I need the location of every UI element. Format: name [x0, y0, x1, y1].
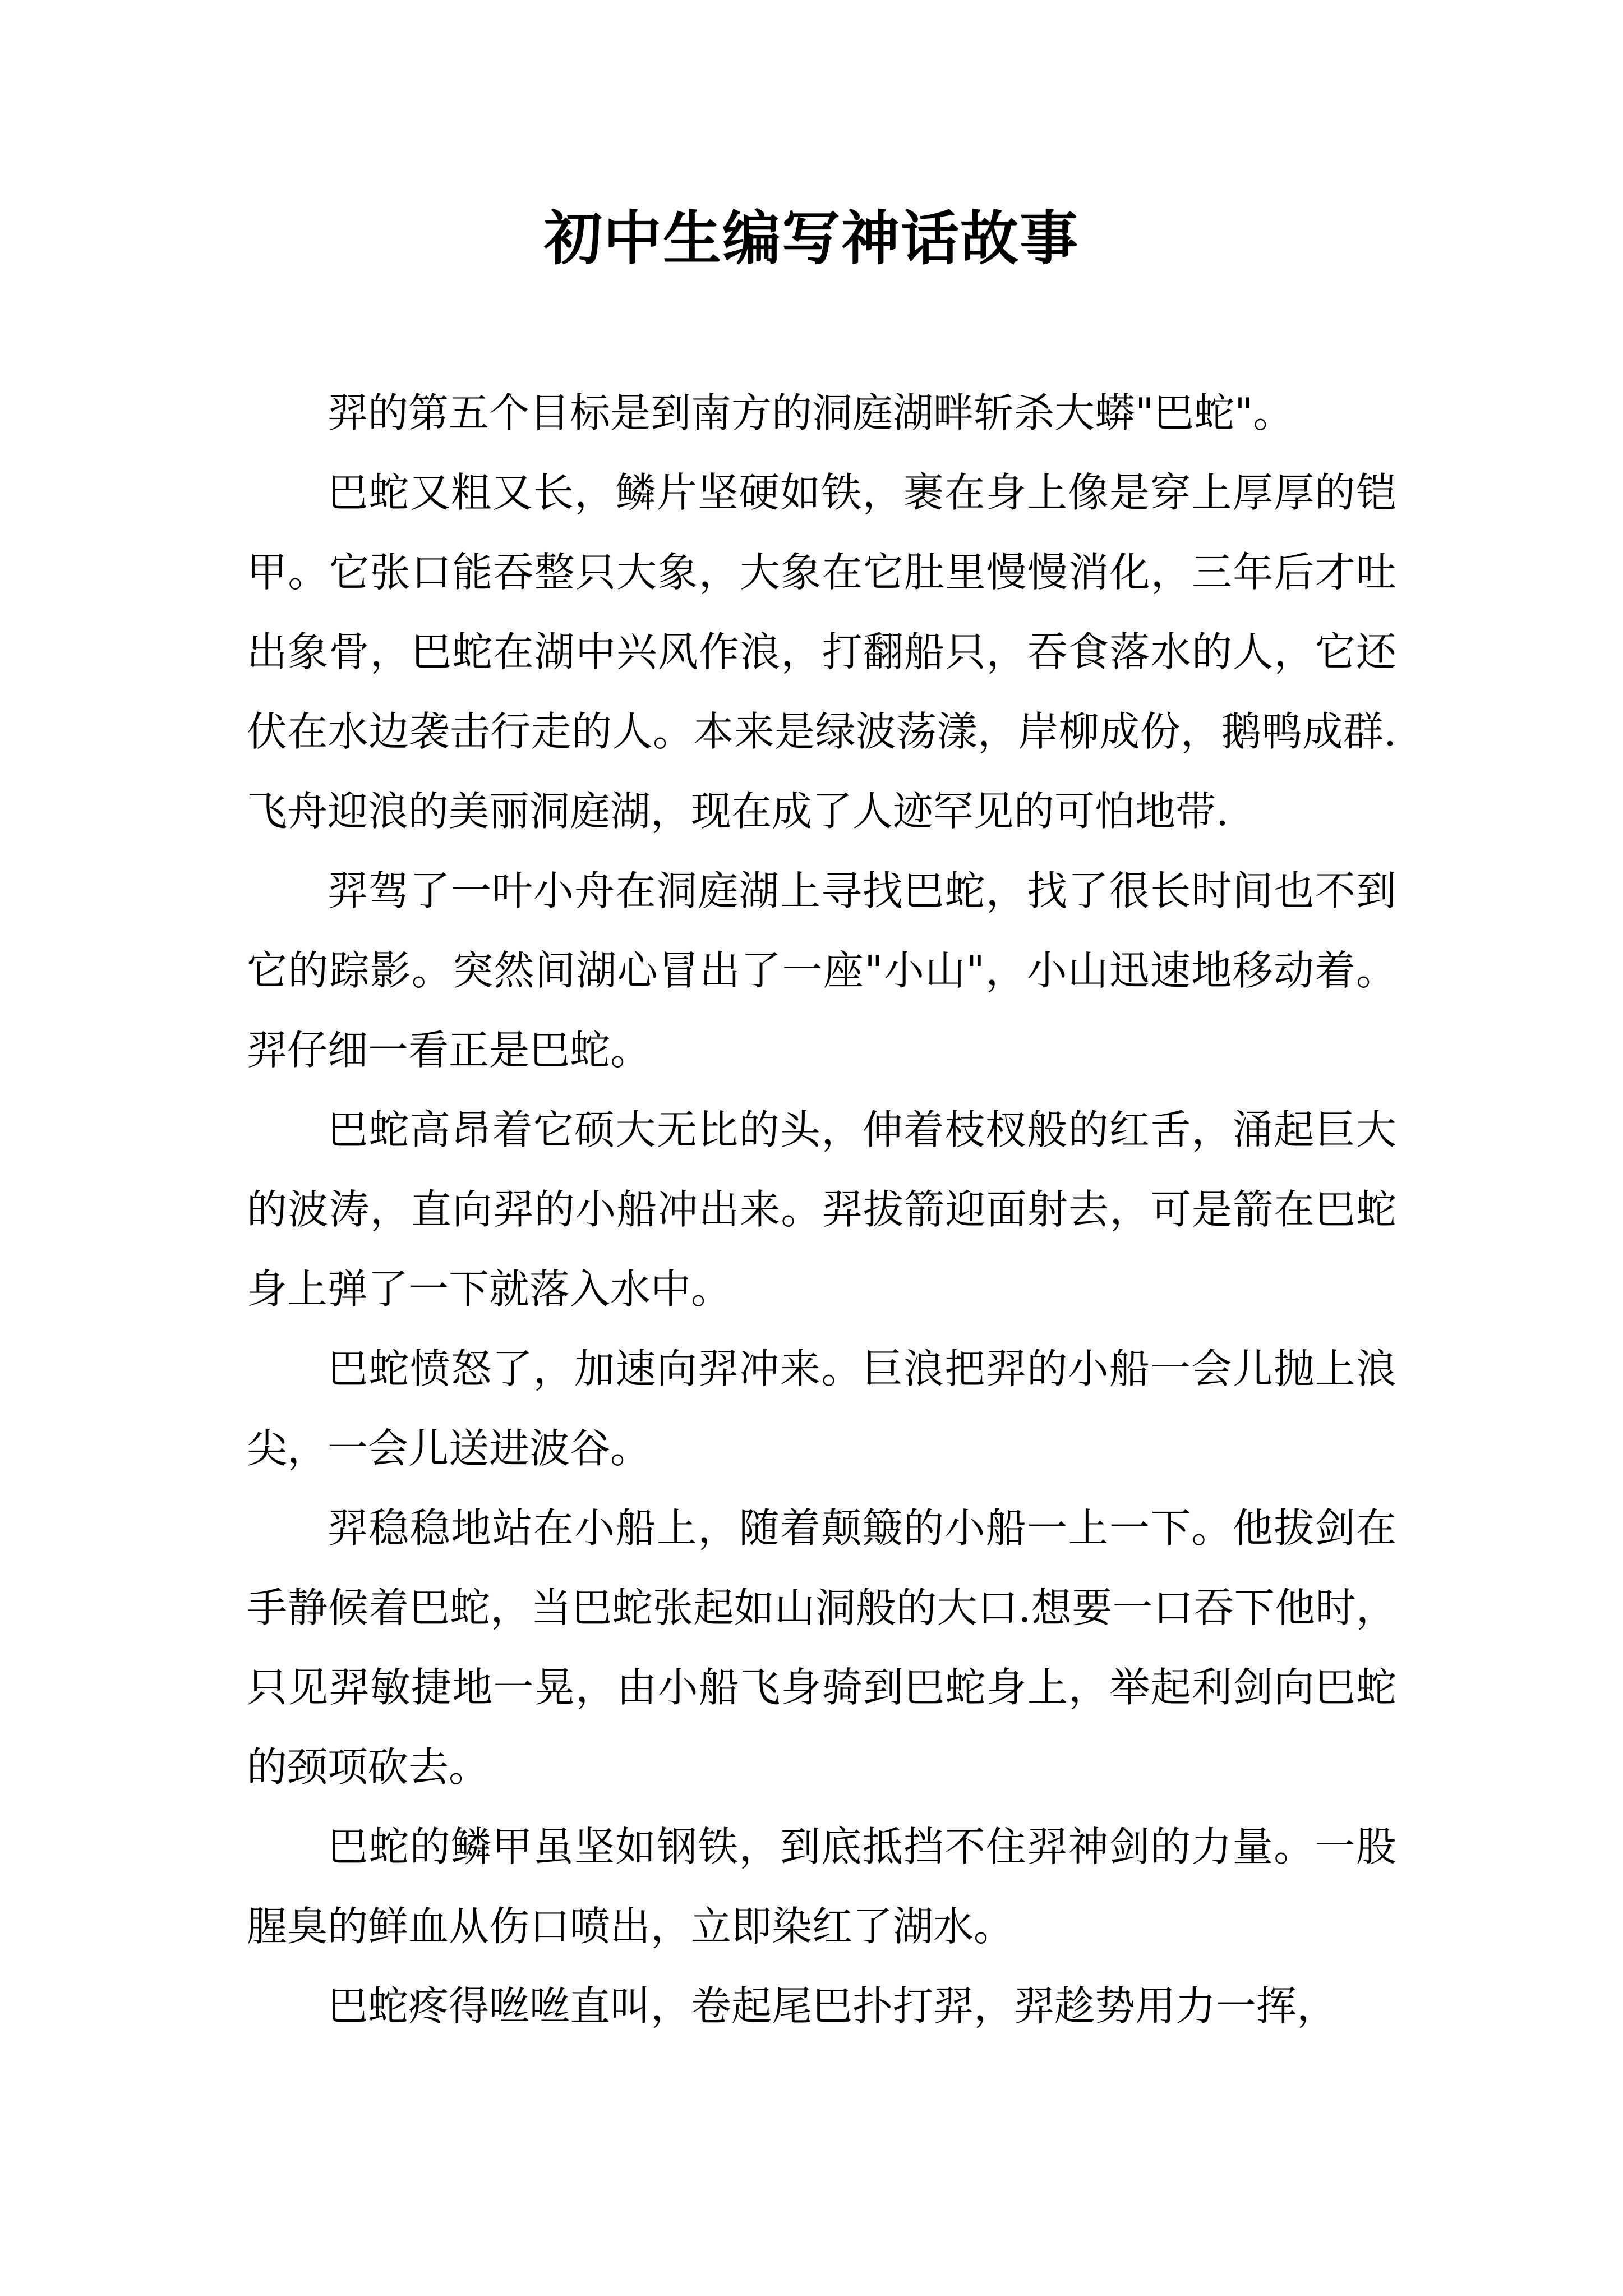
paragraph: 巴蛇的鳞甲虽坚如钢铁，到底抵挡不住羿神剑的力量。一股腥臭的鲜血从伤口喷出，立即染红了湖水。 [247, 1823, 1396, 1950]
paragraph: 巴蛇愤怒了，加速向羿冲来。巨浪把羿的小船一会儿抛上浪尖，一会儿送进波谷。 [247, 1345, 1396, 1472]
document-title: 初中生编写神话故事 [543, 204, 1079, 273]
paragraph: 巴蛇高昂着它硕大无比的头，伸着枝杈般的红舌，涌起巨大的波涛，直向羿的小船冲出来。羿拔箭迎面射去，可是箭在巴蛇身上弹了一下就落入水中。 [247, 1106, 1396, 1313]
document-body [247, 373, 1396, 2046]
paragraph: 巴蛇又粗又长，鳞片坚硬如铁，裹在身上像是穿上厚厚的铠甲。它张口能吞整只大象，大象在它肚里慢慢消化，三年后才吐出象骨，巴蛇在湖中兴风作浪，打翻船只，吞食落水的人，它还伏在水边袭击行走的人。本来是绿波荡漾，岸柳成份，鹅鸭成群.飞舟迎浪的美丽洞庭湖，现在成了人迹罕见的可怕地带. [247, 469, 1396, 835]
paragraph: 羿的第五个目标是到南方的洞庭湖畔斩杀大蟒"巴蛇"。 [328, 389, 1294, 436]
paragraph: 羿稳稳地站在小船上，随着颠簸的小船一上一下。他拔剑在手静候着巴蛇，当巴蛇张起如山洞般的大口.想要一口吞下他时，只见羿敏捷地一晃，由小船飞身骑到巴蛇身上，举起利剑向巴蛇的颈项砍去。 [247, 1504, 1396, 1791]
paragraph: 羿驾了一叶小舟在洞庭湖上寻找巴蛇，找了很长时间也不到它的踪影。突然间湖心冒出了一座"小山"，小山迅速地移动着。羿仔细一看正是巴蛇。 [247, 867, 1396, 1074]
paragraph: 巴蛇疼得咝咝直叫，卷起尾巴扑打羿，羿趁势用力一挥， [328, 1982, 1338, 2030]
